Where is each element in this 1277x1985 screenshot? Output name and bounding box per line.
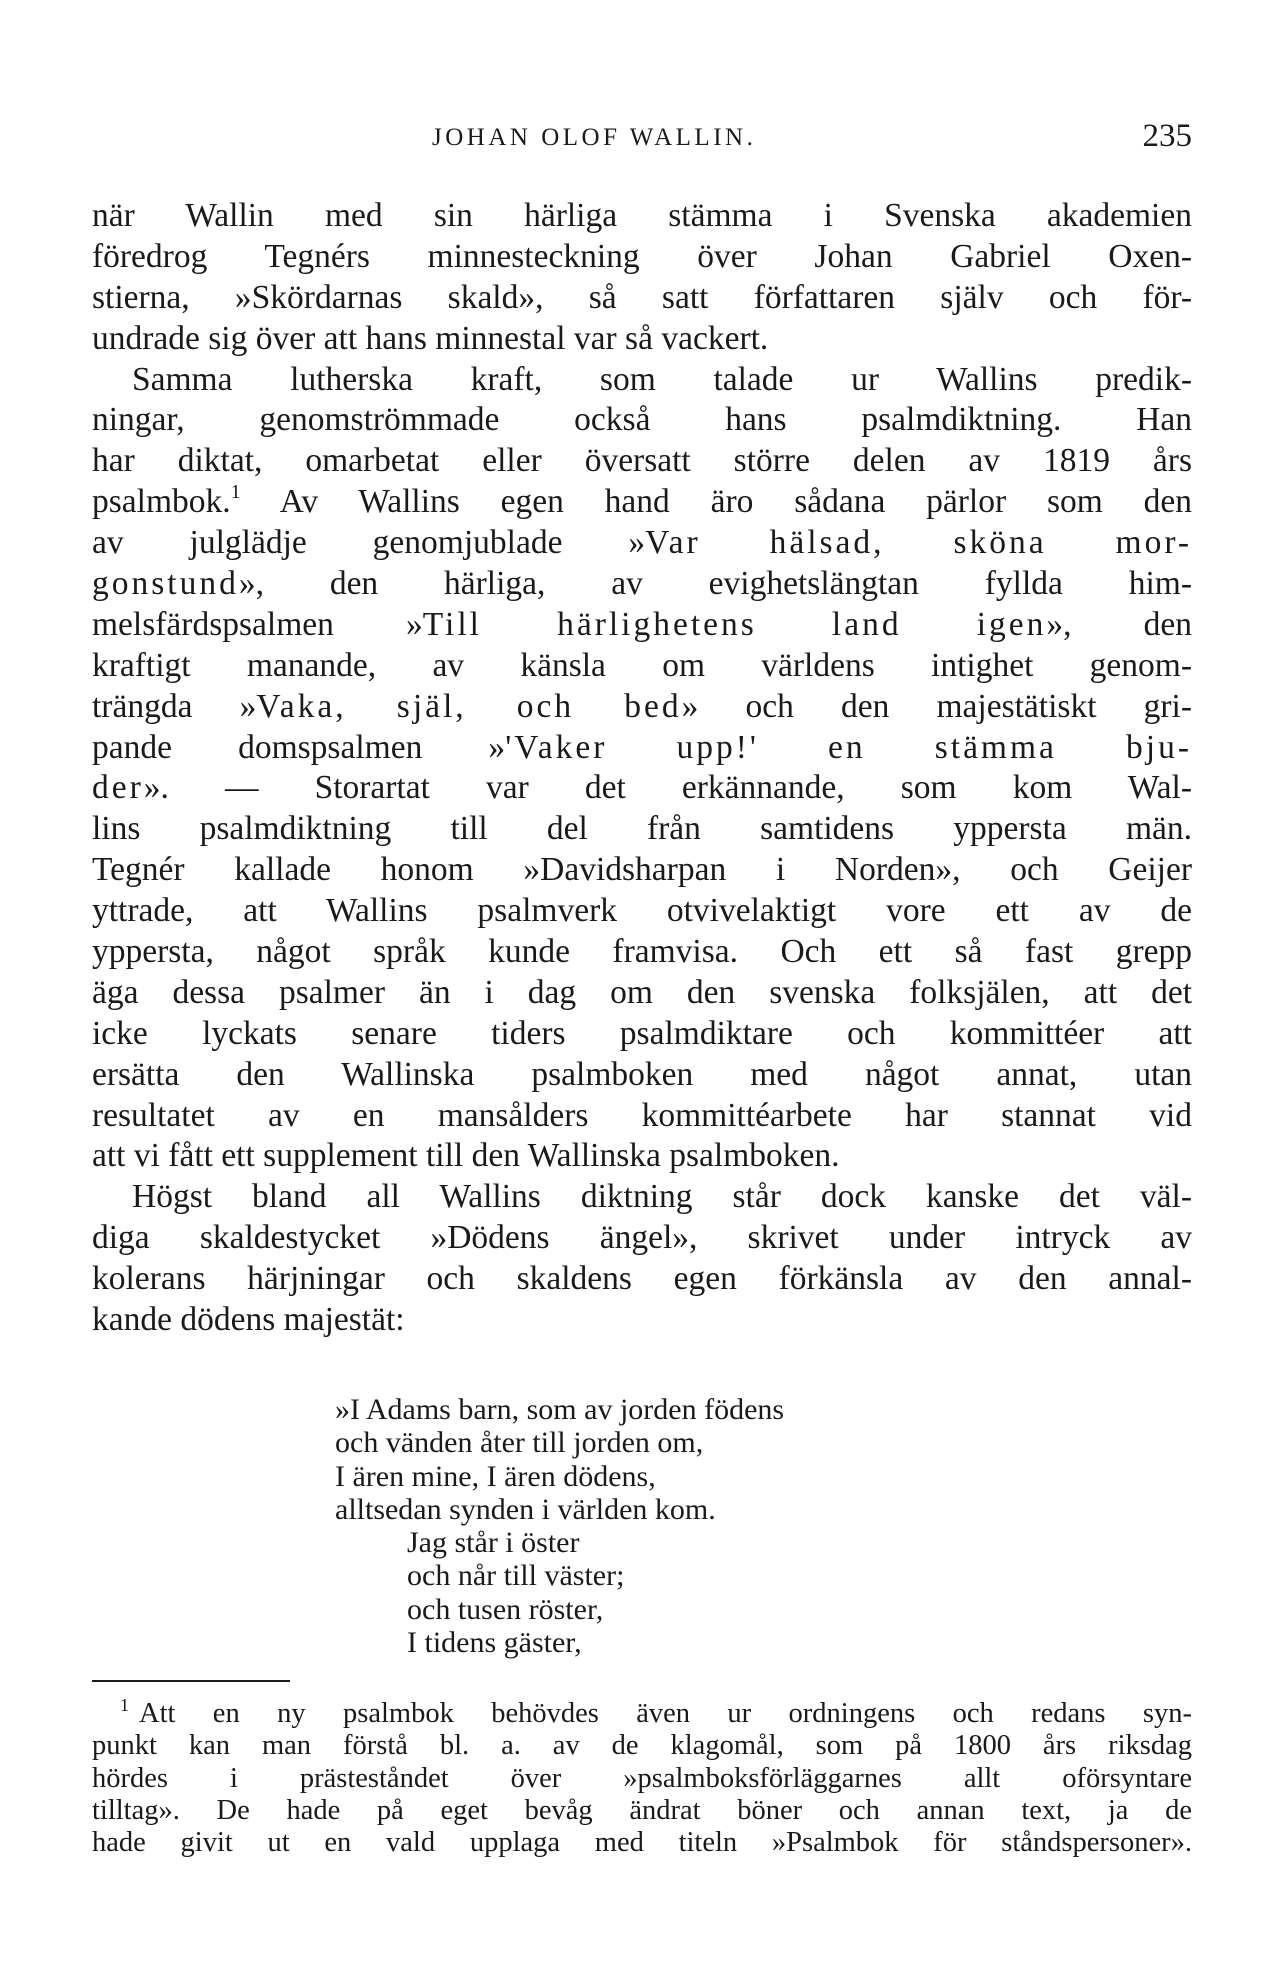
poem-line: I tidens gäster,: [407, 1626, 582, 1660]
body-line: kraftigt manande, av känsla om världens intighet genom-: [92, 646, 1192, 684]
poem-line: I ären mine, I ären dödens,: [335, 1459, 656, 1493]
footnote-line: hördes i prästeståndet över »psalmboksförläggarnes allt oförsyntare: [92, 1762, 1192, 1794]
footnotes: [92, 1695, 1192, 1859]
hymn-title: der: [92, 769, 144, 807]
poem-line: Jag står i öster: [407, 1526, 580, 1560]
poem-line: och når till väster;: [407, 1559, 625, 1593]
footnote-reference: 1: [230, 481, 241, 504]
body-line-part: ». — Storartat var det erkännande, som kom Wal-: [143, 769, 1192, 807]
body-line: [92, 564, 1192, 605]
poem-line: »I Adams barn, som av jorden födens: [335, 1393, 785, 1426]
body-line-part: psalmbok.: [92, 483, 231, 521]
body-line-part: », den: [1046, 605, 1192, 643]
body-line: icke lyckats senare tiders psalmdiktare och kommittéer att: [92, 1014, 1192, 1052]
body-line-part: av julglädje genomjublade »: [92, 524, 646, 562]
footnote-line: tilltag». De hade på eget bevåg ändrat böner och annan text, ja de: [92, 1794, 1192, 1826]
body-line: att vi fått ett supplement till den Wallinska psalmboken.: [92, 1137, 840, 1175]
body-line: [92, 687, 1192, 728]
poem-line: alltsedan synden i världen kom.: [335, 1492, 716, 1526]
body-line: resultatet av en mansålders kommittéarbete har stannat vid: [92, 1096, 1192, 1134]
footnote-line: punkt kan man förstå bl. a. av de klagomål, som på 1800 års riksdag: [92, 1730, 1192, 1762]
body-line: Högst bland all Wallins diktning står dock kanske det väl-: [132, 1178, 1192, 1216]
body-line: diga skaldestycket »Dödens ängel», skrivet under intryck av: [92, 1219, 1192, 1257]
body-line: har diktat, omarbetat eller översatt större delen av 1819 års: [92, 442, 1192, 480]
body-line: ersätta den Wallinska psalmboken med något annat, utan: [92, 1055, 1192, 1093]
poem-line: och tusen röster,: [407, 1592, 604, 1626]
footnote-line: hade givit ut en vald upplaga med titeln »Psalmbok för ståndspersoner».: [92, 1827, 1192, 1859]
poem-line: och vänden åter till jorden om,: [335, 1426, 704, 1460]
body-line-part: Av Wallins egen hand äro sådana pärlor som den: [240, 483, 1192, 521]
hymn-title: Vaka, själ, och bed: [256, 687, 682, 725]
body-line: [92, 523, 1192, 564]
body-text: [92, 196, 1192, 1341]
running-head: JOHAN OLOF WALLIN.: [432, 124, 757, 151]
page-number: 235: [1142, 118, 1192, 154]
footnote-line: [92, 1695, 1192, 1730]
hymn-title: gonstund: [92, 565, 239, 603]
hymn-title: 'Vaker upp!' en stämma bju-: [505, 728, 1192, 766]
body-line-part: », den härliga, av evighetslängtan fyllda him-: [238, 565, 1192, 603]
body-line: undrade sig över att hans minnestal var så vackert.: [92, 319, 769, 357]
body-line: föredrog Tegnérs minnesteckning över Johan Gabriel Oxen-: [92, 237, 1192, 275]
footnote-divider: [92, 1680, 290, 1682]
body-line: [92, 768, 1192, 809]
body-line: ningar, genomströmmade också hans psalmdiktning. Han: [92, 401, 1192, 439]
page-header: [92, 118, 1192, 158]
poem-block: [335, 1393, 784, 1659]
body-line: yppersta, något språk kunde framvisa. Och ett så fast grepp: [92, 933, 1192, 971]
body-line: [92, 605, 1192, 646]
footnote-mark: 1: [120, 1695, 129, 1715]
hymn-title: Var hälsad, sköna mor-: [645, 524, 1192, 562]
body-line: när Wallin med sin härliga stämma i Svenska akademien: [92, 197, 1192, 234]
body-line: [92, 482, 1192, 523]
body-line-part: pande domspsalmen »: [92, 728, 506, 766]
footnote-line-part: Att en ny psalmbok behövdes även ur ordningens och redans syn-: [139, 1698, 1192, 1729]
body-line-part: melsfärdspsalmen »: [92, 605, 423, 643]
body-line: Samma lutherska kraft, som talade ur Wallins predik-: [132, 360, 1192, 398]
hymn-title: Till härlighetens land igen: [422, 605, 1047, 643]
body-line: lins psalmdiktning till del från samtidens yppersta män.: [92, 810, 1192, 848]
body-line-part: trängda »: [92, 687, 257, 725]
body-line: stierna, »Skördarnas skald», så satt författaren själv och för-: [92, 278, 1192, 316]
body-line: kolerans härjningar och skaldens egen förkänsla av den annal-: [92, 1260, 1192, 1298]
body-line-part: » och den majestätiskt gri-: [681, 687, 1192, 725]
body-line: äga dessa psalmer än i dag om den svenska folksjälen, att det: [92, 973, 1192, 1011]
body-line: [92, 728, 1192, 769]
body-line: kande dödens majestät:: [92, 1301, 405, 1339]
body-line: yttrade, att Wallins psalmverk otvivelaktigt vore ett av de: [92, 892, 1192, 930]
body-line: Tegnér kallade honom »Davidsharpan i Norden», och Geijer: [92, 851, 1192, 889]
